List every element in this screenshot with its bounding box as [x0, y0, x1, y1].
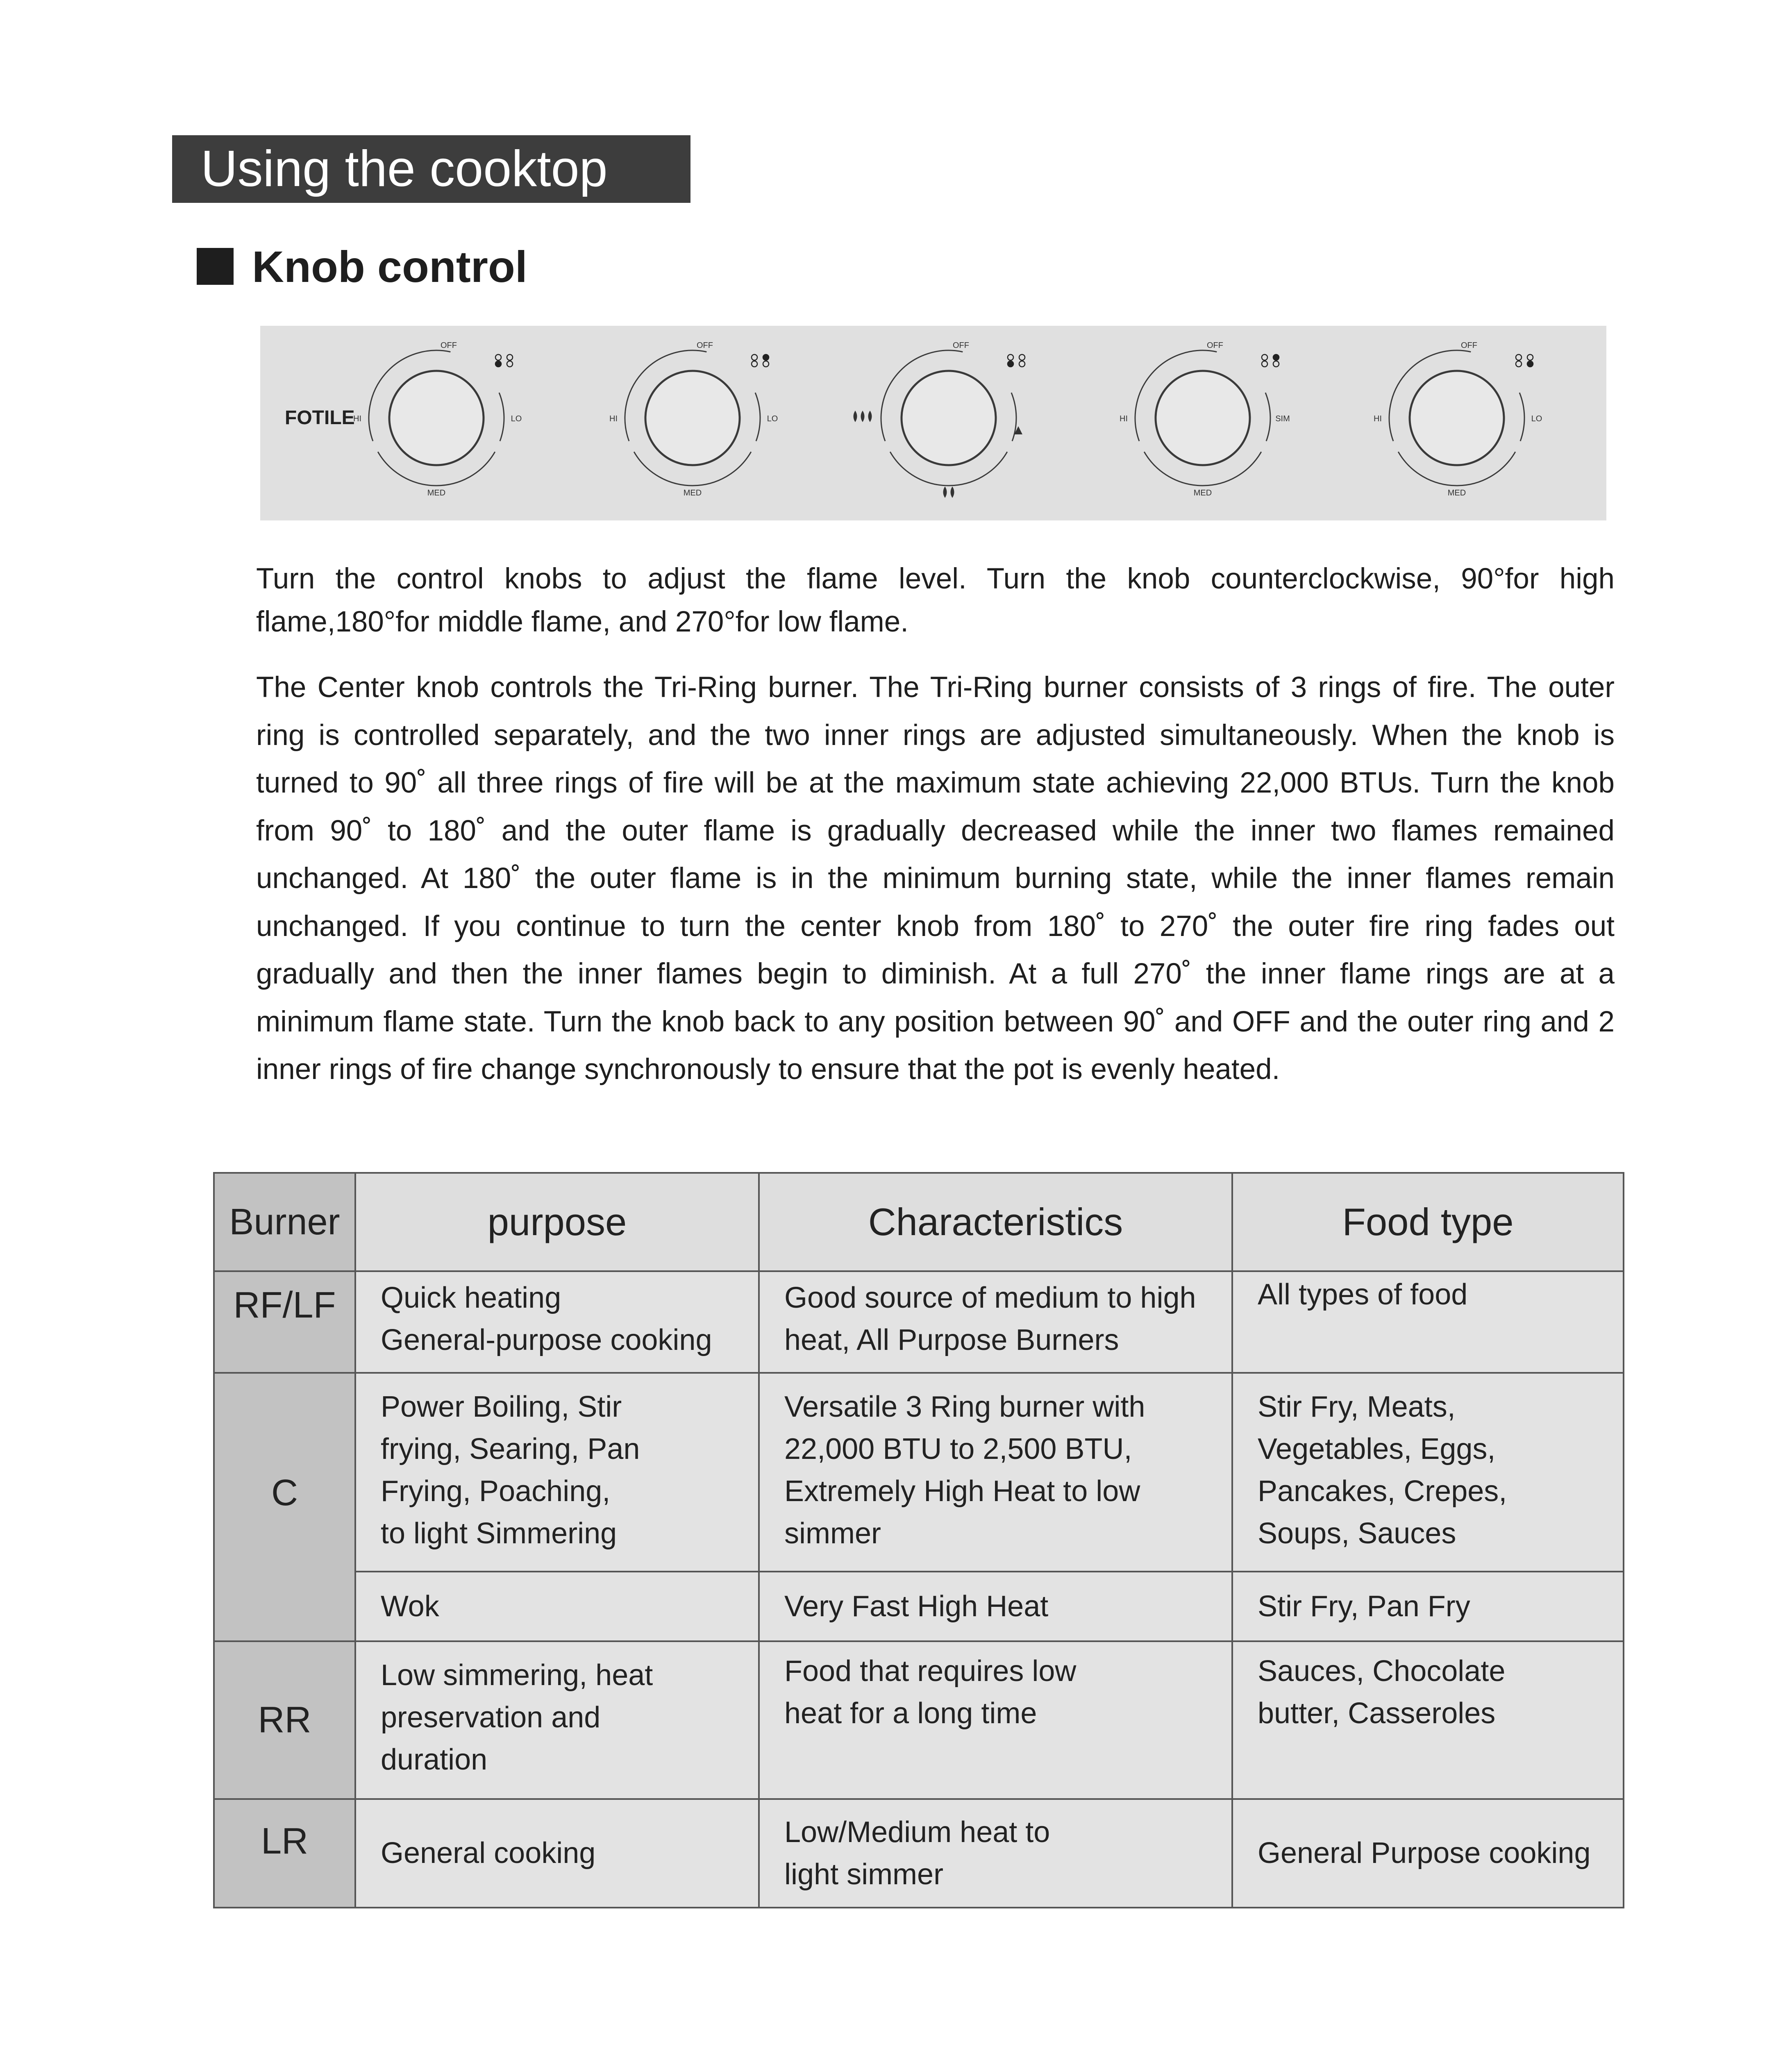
- cell-line: heat for a long time: [784, 1697, 1037, 1730]
- characteristics-cell: [759, 1373, 1232, 1572]
- header-food-type: Food type: [1232, 1173, 1624, 1271]
- flame-icon: [854, 411, 857, 422]
- knob-label-bottom: MED: [683, 488, 702, 497]
- table-row: [214, 1271, 1624, 1373]
- knob-scale-arc: [1265, 393, 1270, 441]
- header-characteristics: Characteristics: [759, 1173, 1232, 1271]
- cell-line: Versatile 3 Ring burner with: [784, 1390, 1145, 1423]
- cell-line: General cooking: [381, 1837, 596, 1870]
- cell-line: heat, All Purpose Burners: [784, 1324, 1119, 1356]
- header-purpose: purpose: [355, 1173, 759, 1271]
- cell-line: General-purpose cooking: [381, 1324, 712, 1356]
- burner-position-dot: [495, 361, 501, 367]
- cell-line: General Purpose cooking: [1258, 1837, 1591, 1870]
- knob-label-top: OFF: [441, 341, 457, 350]
- cell-line: frying, Searing, Pan: [381, 1433, 640, 1465]
- brand-logo: FOTILE: [285, 407, 355, 429]
- burner-position-dot: [1019, 361, 1025, 367]
- cell-line: Food that requires low: [784, 1655, 1077, 1688]
- knob-label-right: SIM: [1275, 414, 1290, 423]
- knob-panel-drawing: [260, 326, 1606, 520]
- knob-3: [854, 341, 1025, 498]
- burner-position-dot: [1273, 361, 1279, 367]
- knob-label-right: LO: [1531, 414, 1542, 423]
- burner-cell: C: [214, 1373, 355, 1641]
- knob-label-left: HI: [609, 414, 618, 423]
- cell-line: Wok: [381, 1590, 439, 1623]
- knob-control-panel: [260, 326, 1606, 520]
- paragraph-tri-ring: The Center knob controls the Tri-Ring burner. The Tri-Ring burner consists of 3 rings of fire. The outer ring is controlled separately, and the two inner rings are adjusted simultaneously. When the knob is turned to 90˚ all three rings of fire will be at the maximum state achieving 22,000 BTUs. Turn the knob from 90˚ to 180˚ and the outer flame is gradually decreased while the inner two flames remained unchanged. At 180˚ the outer flame is in the minimum burning state, while the inner flames remain unchanged. If you continue to turn the center knob from 180˚ to 270˚ the outer fire ring fades out gradually and then the inner flames begin to diminish. At a full 270˚ the inner flame rings are at a minimum flame state. Turn the knob back to any position between 90˚ and OFF and the outer ring and 2 inner rings of fire change synchronously to ensure that the pot is evenly heated.: [256, 671, 1615, 1086]
- cell-line: Extremely High Heat to low: [784, 1475, 1140, 1508]
- knob-label-bottom: MED: [1447, 488, 1466, 497]
- cell-line: Frying, Poaching,: [381, 1475, 611, 1508]
- burner-table: [213, 1172, 1624, 1908]
- knob-label-bottom: MED: [1193, 488, 1212, 497]
- knob-label-bottom: MED: [427, 488, 446, 497]
- burner-position-dot: [1273, 354, 1279, 360]
- cell-line: light simmer: [784, 1858, 944, 1891]
- knob-dial: [389, 371, 484, 465]
- characteristics-cell: [759, 1641, 1232, 1799]
- purpose-cell: [355, 1641, 759, 1799]
- burner-position-dot: [507, 361, 513, 367]
- cell-line: Very Fast High Heat: [784, 1590, 1049, 1623]
- characteristics-cell: [759, 1799, 1232, 1908]
- section-title-banner: Using the cooktop: [172, 135, 690, 203]
- knob-label-top: OFF: [1207, 341, 1223, 350]
- knob-5: [1374, 341, 1542, 497]
- burner-position-dot: [1008, 354, 1013, 360]
- knob-scale-arc: [1519, 393, 1524, 441]
- burner-position-dot: [1019, 354, 1025, 360]
- burner-position-dot: [763, 354, 769, 360]
- knob-label-left: HI: [1120, 414, 1128, 423]
- knob-dial: [645, 371, 740, 465]
- header-burner: Burner: [214, 1173, 355, 1271]
- purpose-cell: [355, 1373, 759, 1572]
- cell-line: Low simmering, heat: [381, 1659, 653, 1692]
- purpose-cell: [355, 1271, 759, 1373]
- paragraph-flame-level: Turn the control knobs to adjust the flame level. Turn the knob counterclockwise, 90°for high flame,180°for middle flame, and 270°for low flame.: [256, 563, 1615, 638]
- burner-cell: RF/LF: [214, 1271, 355, 1373]
- burner-position-dot: [752, 354, 757, 360]
- cell-line: Good source of medium to high: [784, 1281, 1196, 1314]
- food-type-cell: [1232, 1271, 1624, 1373]
- knob-dial: [902, 371, 996, 465]
- knob-1: [353, 341, 522, 497]
- burner-cell: RR: [214, 1641, 355, 1799]
- table-row: [214, 1373, 1624, 1572]
- knob-label-left: HI: [1374, 414, 1382, 423]
- subsection-title: Knob control: [252, 241, 527, 291]
- cell-line: preservation and: [381, 1701, 601, 1734]
- burner-position-dot: [1262, 361, 1267, 367]
- food-type-cell: [1232, 1373, 1624, 1572]
- flame-icon: [943, 486, 947, 498]
- cell-line: to light Simmering: [381, 1517, 617, 1550]
- burner-cell: LR: [214, 1799, 355, 1908]
- table-row: [214, 1572, 1624, 1641]
- burner-position-dot: [495, 354, 501, 360]
- cell-line: Sauces, Chocolate: [1258, 1655, 1506, 1688]
- cell-line: butter, Casseroles: [1258, 1697, 1496, 1730]
- burner-position-dot: [1516, 361, 1522, 367]
- knob-label-top: OFF: [1461, 341, 1477, 350]
- table-row: [214, 1641, 1624, 1799]
- food-type-cell: [1232, 1641, 1624, 1799]
- knob-4: [1120, 341, 1290, 497]
- knob-label-right: LO: [511, 414, 522, 423]
- cell-line: Soups, Sauces: [1258, 1517, 1456, 1550]
- characteristics-cell: [759, 1572, 1232, 1641]
- knob-label-top: OFF: [697, 341, 713, 350]
- cell-line: Power Boiling, Stir: [381, 1390, 622, 1423]
- knob-2: [609, 341, 778, 497]
- cell-line: simmer: [784, 1517, 881, 1550]
- burner-position-dot: [1527, 354, 1533, 360]
- cell-line: Vegetables, Eggs,: [1258, 1433, 1496, 1465]
- table-row: [214, 1799, 1624, 1908]
- flame-icon: [951, 486, 954, 498]
- heading-bullet-square: [197, 248, 234, 285]
- burner-position-dot: [752, 361, 757, 367]
- flame-icon: [868, 411, 872, 422]
- cell-line: All types of food: [1258, 1278, 1468, 1311]
- burner-position-dot: [507, 354, 513, 360]
- cell-line: duration: [381, 1743, 488, 1776]
- cell-line: Quick heating: [381, 1281, 561, 1314]
- food-type-cell: [1232, 1799, 1624, 1908]
- knob-scale-arc: [755, 393, 760, 441]
- knob-label-left: HI: [353, 414, 361, 423]
- burner-position-dot: [1516, 354, 1522, 360]
- knob-label-top: OFF: [953, 341, 969, 350]
- knob-dial: [1410, 371, 1504, 465]
- purpose-cell: [355, 1572, 759, 1641]
- burner-position-dot: [1527, 361, 1533, 367]
- burner-position-dot: [763, 361, 769, 367]
- cell-line: Low/Medium heat to: [784, 1815, 1050, 1849]
- subsection-heading: [197, 240, 527, 293]
- knob-dial: [1156, 371, 1250, 465]
- table-header-row: [214, 1173, 1624, 1271]
- cell-line: Stir Fry, Meats,: [1258, 1390, 1456, 1423]
- burner-position-dot: [1262, 354, 1267, 360]
- cell-line: Stir Fry, Pan Fry: [1258, 1590, 1470, 1623]
- cell-line: 22,000 BTU to 2,500 BTU,: [784, 1433, 1132, 1465]
- burner-position-dot: [1008, 361, 1013, 367]
- food-type-cell: [1232, 1572, 1624, 1641]
- purpose-cell: [355, 1799, 759, 1908]
- knob-label-right: LO: [767, 414, 778, 423]
- flame-icon: [861, 411, 865, 422]
- cell-line: Pancakes, Crepes,: [1258, 1475, 1507, 1508]
- knob-scale-arc: [499, 393, 504, 441]
- characteristics-cell: [759, 1271, 1232, 1373]
